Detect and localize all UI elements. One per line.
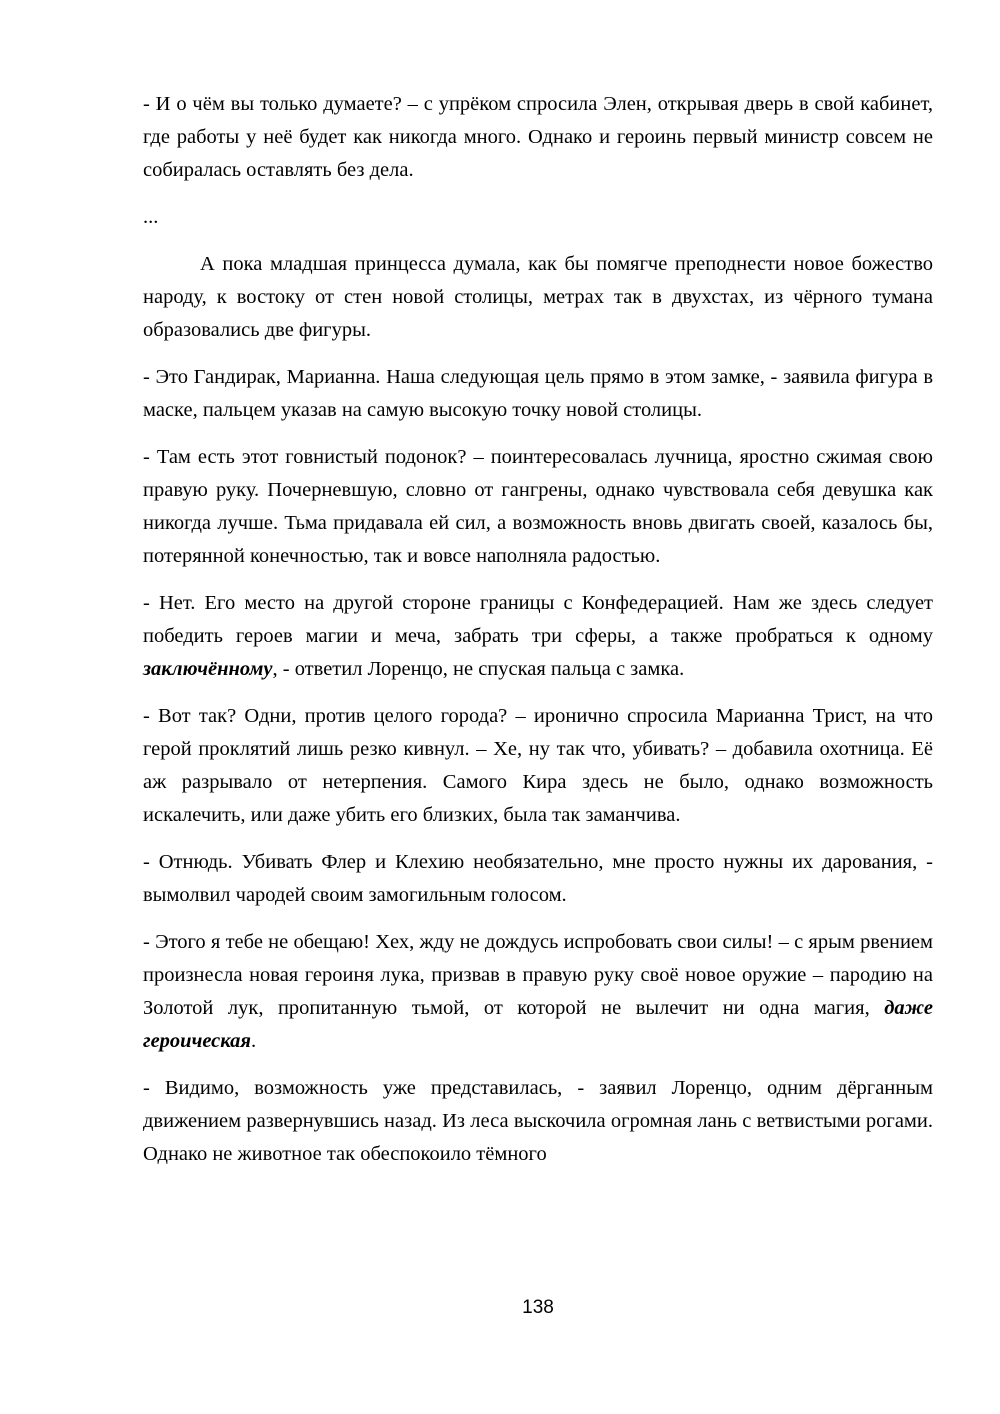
paragraph	[143, 248, 933, 347]
page-number: 138	[522, 1297, 554, 1318]
paragraph	[143, 361, 933, 427]
paragraph	[143, 846, 933, 912]
text-segment: - Это Гандирак, Марианна. Наша следующая цель прямо в этом замке, - заявила фигура в маске, пальцем указав на самую высокую точку новой столицы.	[143, 366, 933, 421]
text-segment: - Отнюдь. Убивать Флер и Клехию необязательно, мне просто нужны их дарования, - вымолвил чародей своим замогильным голосом.	[143, 851, 933, 906]
text-segment: - И о чём вы только думаете? – с упрёком спросила Элен, открывая дверь в свой кабинет, где работы у неё будет как никогда много. Однако и героинь первый министр совсем не собиралась оставлять без дела.	[143, 93, 933, 181]
paragraph	[143, 700, 933, 832]
paragraph	[143, 441, 933, 573]
text-segment: - Там есть этот говнистый подонок? – поинтересовалась лучница, яростно сжимая свою правую руку. Почерневшую, словно от гангрены, однако чувствовала себя девушка как никогда лучше. Тьма придавала ей сил, а возможность вновь двигать своей, казалось бы, потерянной конечностью, так и вовсе наполняла радостью.	[143, 446, 933, 567]
text-segment: - Нет. Его место на другой стороне границы с Конфедерацией. Нам же здесь следует победить героев магии и меча, забрать три сферы, а также пробраться к одному	[143, 592, 933, 647]
paragraph	[143, 926, 933, 1058]
emphasized-text: заключённому	[143, 658, 273, 680]
paragraph	[143, 201, 933, 234]
document-body	[143, 88, 933, 1185]
emphasized-text: даже героическая	[143, 997, 933, 1052]
text-segment: - Вот так? Одни, против целого города? – иронично спросила Марианна Трист, на что герой проклятий лишь резко кивнул. – Хе, ну так что, убивать? – добавила охотница. Её аж разрывало от нетерпения. Самого Кира здесь не было, однако возможность искалечить, или даже убить его близких, была так заманчива.	[143, 705, 933, 826]
text-segment: ...	[143, 206, 159, 228]
paragraph	[143, 1072, 933, 1171]
text-segment: .	[250, 1030, 257, 1052]
paragraph	[143, 587, 933, 686]
text-segment: А пока младшая принцесса думала, как бы помягче преподнести новое божество народу, к востоку от стен новой столицы, метрах так в двухстах, из чёрного тумана образовались две фигуры.	[143, 253, 933, 341]
paragraph	[143, 88, 933, 187]
text-segment: , - ответил Лоренцо, не спуская пальца с замка.	[272, 658, 685, 680]
text-segment: - Видимо, возможность уже представилась, - заявил Лоренцо, одним дёрганным движением развернувшись назад. Из леса выскочила огромная лань с ветвистыми рогами. Однако не животное так обеспокоило тёмного	[143, 1077, 933, 1165]
text-segment: - Этого я тебе не обещаю! Хех, жду не дождусь испробовать свои силы! – с ярым рвением произнесла новая героиня лука, призвав в правую руку своё новое оружие – пародию на Золотой лук, пропитанную тьмой, от которой не вылечит ни одна магия,	[143, 931, 933, 1019]
